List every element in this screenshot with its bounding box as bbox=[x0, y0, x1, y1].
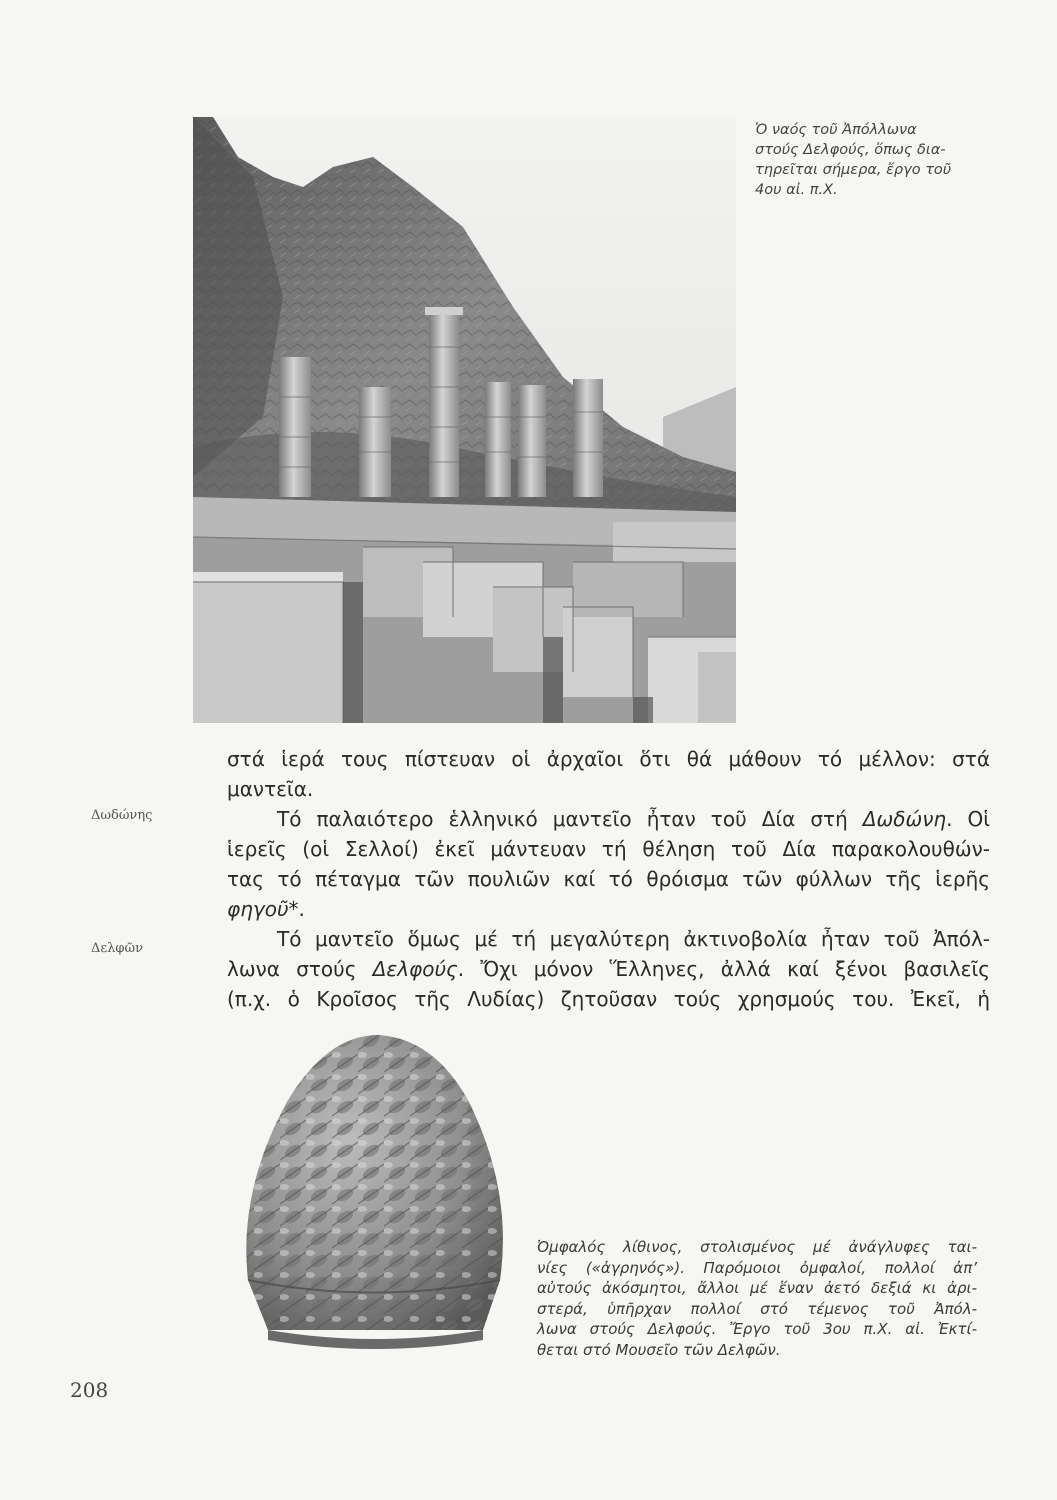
text-line: στά ἱερά τους πίστευαν οἱ ἀρχαῖοι ὅτι θά μάθουν τό μέλλον: στά bbox=[227, 747, 990, 771]
place-name-delfoi: Δελφούς bbox=[372, 957, 458, 981]
text-line bbox=[227, 894, 990, 924]
text-span: Τό παλαιότερο ἑλληνικό μαντεῖο ἦταν τοῦ Δία στή bbox=[277, 807, 863, 831]
caption-line: θεται στό Μουσεῖο τῶν Δελφῶν. bbox=[537, 1340, 781, 1359]
omphalos-photo bbox=[228, 1030, 518, 1360]
text-line: (π.χ. ὁ Κροῖσος τῆς Λυδίας) ζητοῦσαν τούς χρησμούς του. Ἐκεῖ, ἡ bbox=[227, 987, 990, 1011]
text-span: λωνα στούς bbox=[227, 957, 373, 981]
place-name-dodoni: Δωδώνη bbox=[862, 807, 947, 831]
body-text bbox=[227, 744, 990, 1014]
margin-note-delfon: Δελφῶν bbox=[91, 941, 143, 956]
text-line: Τό μαντεῖο ὅμως μέ τή μεγαλύτερη ἀκτινοβολία ἦταν τοῦ Ἀπόλ- bbox=[277, 927, 990, 951]
page-number: 208 bbox=[70, 1378, 109, 1402]
caption-line: λωνα στούς Δελφούς. Ἔργο τοῦ 3ου π.Χ. αἰ. Ἐκτί- bbox=[537, 1320, 977, 1338]
text-span: *. bbox=[288, 897, 305, 921]
term-figou: φηγοῦ bbox=[227, 897, 289, 921]
text-line: μαντεῖα. bbox=[227, 777, 314, 801]
text-span: . Οἱ bbox=[946, 807, 990, 831]
text-line bbox=[227, 954, 990, 984]
text-line bbox=[227, 804, 990, 834]
photo-caption bbox=[755, 120, 995, 200]
caption-line: στερά, ὑπῆρχαν πολλοί στό τέμενος τοῦ Ἀπόλ- bbox=[537, 1299, 977, 1318]
temple-of-apollo-photo bbox=[193, 117, 736, 723]
caption-line: Ὁ ναός τοῦ Ἀπόλλωνα bbox=[755, 122, 917, 138]
text-span: . Ὄχι μόνον Ἕλληνες, ἀλλά καί ξένοι βασιλεῖς bbox=[457, 957, 990, 981]
caption-line: νίες («ἀγρηνός»). Παρόμοιοι ὀμφαλοί, πολλοί ἀπ’ bbox=[537, 1258, 977, 1277]
text-line: ἱερεῖς (οἱ Σελλοί) ἐκεῖ μάντευαν τή θέληση τοῦ Δία παρακολουθών- bbox=[227, 837, 990, 861]
caption-line: στούς Δελφούς, ὅπως δια- bbox=[755, 142, 946, 158]
text-line: τας τό πέταγμα τῶν πουλιῶν καί τό θρόισμα τῶν φύλλων τῆς ἱερῆς bbox=[227, 867, 990, 891]
caption-line: 4ου αἰ. π.Χ. bbox=[755, 182, 838, 198]
omphalos-caption bbox=[537, 1237, 977, 1360]
caption-line: τηρεῖται σήμερα, ἔργο τοῦ bbox=[755, 162, 952, 178]
margin-note-dodoni: Δωδώνης bbox=[91, 808, 153, 823]
caption-line: Ὀμφαλός λίθινος, στολισμένος μέ ἀνάγλυφες ται- bbox=[537, 1238, 977, 1256]
caption-line: αὐτούς ἀκόσμητοι, ἄλλοι μέ ἕναν ἀετό δεξιά κι ἀρι- bbox=[537, 1279, 977, 1297]
